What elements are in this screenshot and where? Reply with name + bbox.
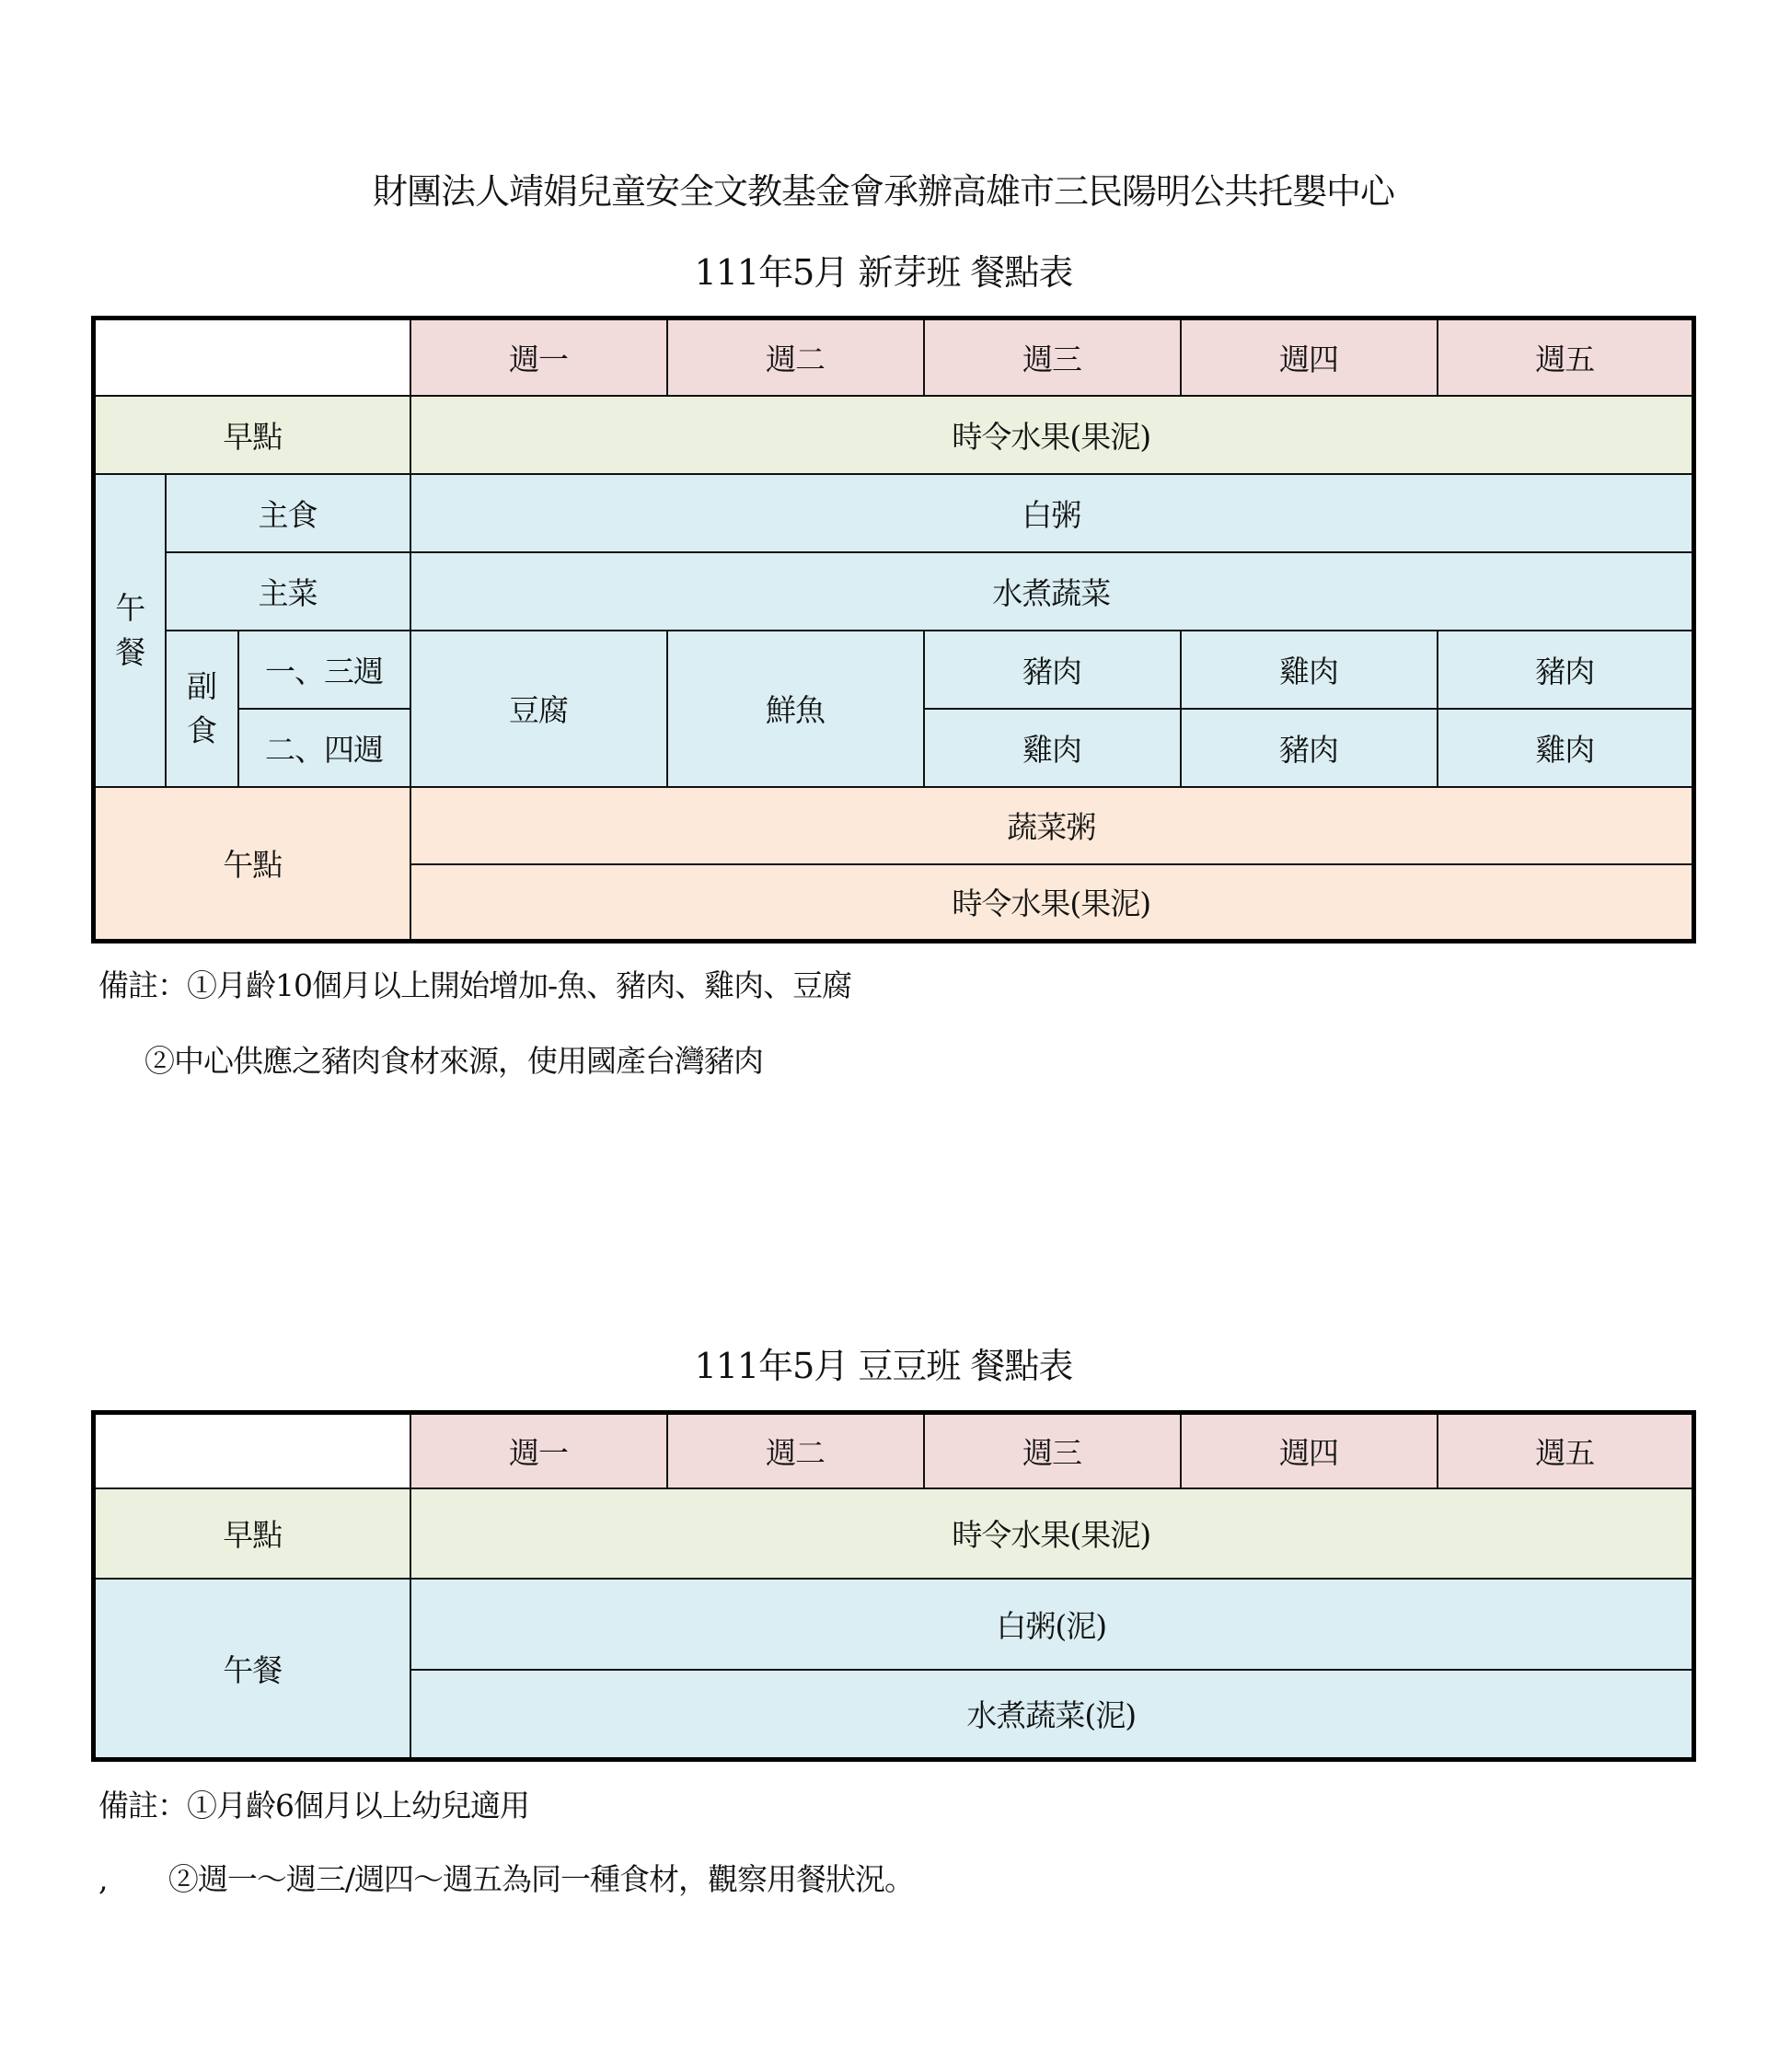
table2-title: 111年5月 豆豆班 餐點表 bbox=[694, 1346, 1073, 1386]
corner-cell bbox=[94, 318, 410, 396]
lunch-item-2: 水煮蔬菜(泥) bbox=[410, 1670, 1694, 1760]
table2-meal-schedule bbox=[91, 1410, 1696, 1762]
header-tue: 週二 bbox=[667, 318, 924, 396]
staple-label: 主食 bbox=[166, 474, 410, 552]
lunch-label: 午餐 bbox=[94, 1579, 410, 1760]
corner-cell bbox=[94, 1413, 410, 1488]
breakfast-value: 時令水果(果泥) bbox=[410, 396, 1694, 474]
side-dish-mon: 豆腐 bbox=[410, 631, 667, 787]
table1-note-1: 備註：①月齡10個月以上開始增加-魚、豬肉、雞肉、豆腐 bbox=[98, 967, 852, 1003]
staple-row bbox=[94, 474, 1694, 552]
breakfast-row bbox=[94, 1488, 1694, 1579]
main-dish-label: 主菜 bbox=[166, 552, 410, 631]
table2-note-2: , ②週一～週三/週四～週五為同一種食材，觀察用餐狀況。 bbox=[98, 1861, 915, 1897]
side-dish-label-char-2: 食 bbox=[187, 712, 216, 748]
breakfast-label: 早點 bbox=[94, 1488, 410, 1579]
header-wed: 週三 bbox=[924, 1413, 1181, 1488]
table1-title: 111年5月 新芽班 餐點表 bbox=[694, 252, 1073, 293]
lunch-label bbox=[94, 474, 166, 787]
breakfast-label: 早點 bbox=[94, 396, 410, 474]
header-fri: 週五 bbox=[1438, 318, 1694, 396]
header-fri: 週五 bbox=[1438, 1413, 1694, 1488]
header-wed: 週三 bbox=[924, 318, 1181, 396]
afternoon-snack-label: 午點 bbox=[94, 787, 410, 942]
side-dish-thu-w13: 雞肉 bbox=[1181, 631, 1438, 709]
lunch-item-1: 白粥(泥) bbox=[410, 1579, 1694, 1670]
lunch-label-char-2: 餐 bbox=[115, 633, 145, 670]
header-thu: 週四 bbox=[1181, 1413, 1438, 1488]
afternoon-snack-item-1: 蔬菜粥 bbox=[410, 787, 1694, 864]
breakfast-row bbox=[94, 396, 1694, 474]
afternoon-snack-row-1 bbox=[94, 787, 1694, 864]
weeks-2-4-label: 二、四週 bbox=[238, 709, 410, 787]
side-dish-fri-w13: 豬肉 bbox=[1438, 631, 1694, 709]
table2-note-1: 備註：①月齡6個月以上幼兒適用 bbox=[98, 1788, 529, 1823]
lunch-row-1 bbox=[94, 1579, 1694, 1670]
breakfast-value: 時令水果(果泥) bbox=[410, 1488, 1694, 1579]
header-mon: 週一 bbox=[410, 318, 667, 396]
side-dish-thu-w24: 豬肉 bbox=[1181, 709, 1438, 787]
table1-note-2: ②中心供應之豬肉食材來源，使用國產台灣豬肉 bbox=[144, 1043, 763, 1079]
side-dish-row-weeks-1-3 bbox=[94, 631, 1694, 709]
side-dish-tue: 鮮魚 bbox=[667, 631, 924, 787]
weeks-1-3-label: 一、三週 bbox=[238, 631, 410, 709]
lunch-label-char-1: 午 bbox=[115, 589, 145, 626]
side-dish-label-char-1: 副 bbox=[187, 667, 216, 704]
side-dish-fri-w24: 雞肉 bbox=[1438, 709, 1694, 787]
main-dish-value: 水煮蔬菜 bbox=[410, 552, 1694, 631]
side-dish-wed-w24: 雞肉 bbox=[924, 709, 1181, 787]
main-dish-row bbox=[94, 552, 1694, 631]
organization-title: 財團法人靖娟兒童安全文教基金會承辦高雄市三民陽明公共托嬰中心 bbox=[372, 171, 1394, 212]
weekday-header-row bbox=[94, 1413, 1694, 1488]
weekday-header-row bbox=[94, 318, 1694, 396]
header-mon: 週一 bbox=[410, 1413, 667, 1488]
header-thu: 週四 bbox=[1181, 318, 1438, 396]
side-dish-wed-w13: 豬肉 bbox=[924, 631, 1181, 709]
side-dish-label bbox=[166, 631, 238, 787]
header-tue: 週二 bbox=[667, 1413, 924, 1488]
staple-value: 白粥 bbox=[410, 474, 1694, 552]
table1-meal-schedule bbox=[91, 316, 1696, 943]
afternoon-snack-item-2: 時令水果(果泥) bbox=[410, 864, 1694, 942]
